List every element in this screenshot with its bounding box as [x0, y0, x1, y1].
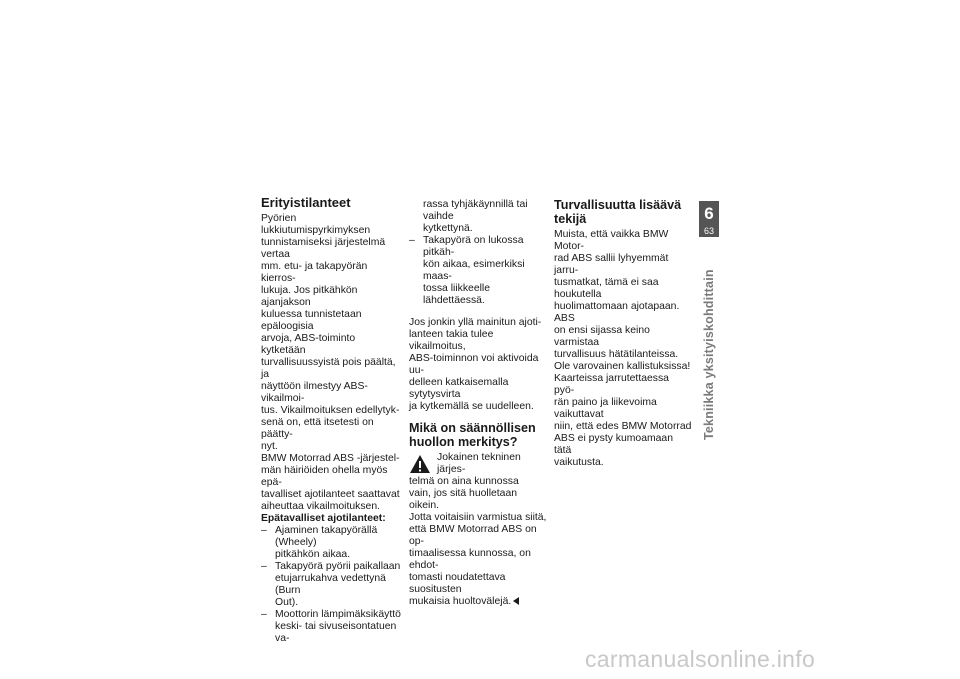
heading-maintenance: Mikä on säännöllisen huollon merkitys? [409, 421, 536, 449]
para-shorter-braking: Muista, että vaikka BMW Motor- rad ABS sallii lyhyemmät jarru- tusmatkat, tämä ei saa houkutella huolimattomaan ajotapaan. ABS on ensi sijassa keino varmistaa turvallisuus hätätilanteissa. [554, 229, 680, 360]
warning-triangle-icon [409, 453, 431, 475]
end-of-section-triangle-icon [513, 597, 519, 605]
para-detection: Pyörien lukkiutumispyrkimyksen tunnistamiseksi järjestelmä vertaa mm. etu- ja takapyörän kierros- lukuja. Jos pitkähkön ajanjakson kuluessa tunnistetaan epäloogisia arvoja, ABS-toiminto kytketään turvallisuussyistä pois päältä, ja näyttöön ilmestyy ABS-vikailmoi- tus. Vikailmoituksen edellytyk- senä on, että itsetesti on päätty- nyt. [261, 213, 400, 452]
column-3 [554, 198, 692, 469]
heading-special-situations: Erityistilanteet [261, 195, 351, 210]
warning-block [409, 452, 549, 608]
chapter-tab [699, 201, 719, 237]
chapter-number: 6 [704, 204, 714, 223]
page-number: 63 [703, 226, 714, 236]
para-reactivate-abs: Jos jonkin yllä mainitun ajoti- lanteen takia tulee vikailmoitus, ABS-toiminnon voi aktivoida uu- delleen katkaisemalla sytytysvirta ja kytkemällä se uudelleen. [409, 317, 542, 412]
para-abs-faults: BMW Motorrad ABS -järjestel- män häiriöiden ohella myös epä- tavalliset ajotilanteet saattavat aiheuttaa vikailmoituksen. [261, 453, 400, 512]
heading-safety-factor: Turvallisuutta lisäävä tekijä [554, 198, 682, 226]
list-item-wheely: – Ajaminen takapyörällä (Wheely) pitkähkön aikaa. [261, 525, 378, 560]
column-2 [409, 199, 549, 608]
watermark: carmanualsonline.info [585, 646, 816, 672]
warning-text-indented: Jokainen tekninen järjes- telmä on aina kunnossa [409, 452, 521, 487]
list-item-warmup: – Moottorin lämpimäksikäyttö keski- tai sivuseisontatuen va- [261, 609, 401, 644]
list-item-rear-wheel-locked: – Takapyörä on lukossa pitkäh- kön aikaa, esimerkiksi maas- tossa liikkeelle lähdettäessä. [409, 235, 525, 306]
chapter-side-title: Tekniikka yksityiskohdittain [702, 269, 716, 440]
column-1 [261, 195, 401, 645]
list-item-burnout: – Takapyörä pyörii paikallaan etujarrukahva vedettynä (Burn Out). [261, 561, 401, 608]
list-item-warmup-continued: rassa tyhjäkäynnillä tai vaihde kytkettynä. [423, 199, 528, 234]
subheading-unusual-situations: Epätavalliset ajotilanteet: [261, 513, 386, 524]
para-cornering: Ole varovainen kallistuksissa! Kaarteissa jarrutettaessa pyö- rän paino ja liikevoima vaikuttavat niin, että edes BMW Motorrad ABS ei pysty kumoamaan tätä vaikutusta. [554, 361, 692, 468]
warning-text: vain, jos sitä huolletaan oikein. Jotta voitaisiin varmistua siitä, että BMW Motorrad ABS on op- timaalisessa kunnossa, on ehdot- tomasti noudatettava suositusten mukaisia huoltovälejä. [409, 488, 547, 607]
